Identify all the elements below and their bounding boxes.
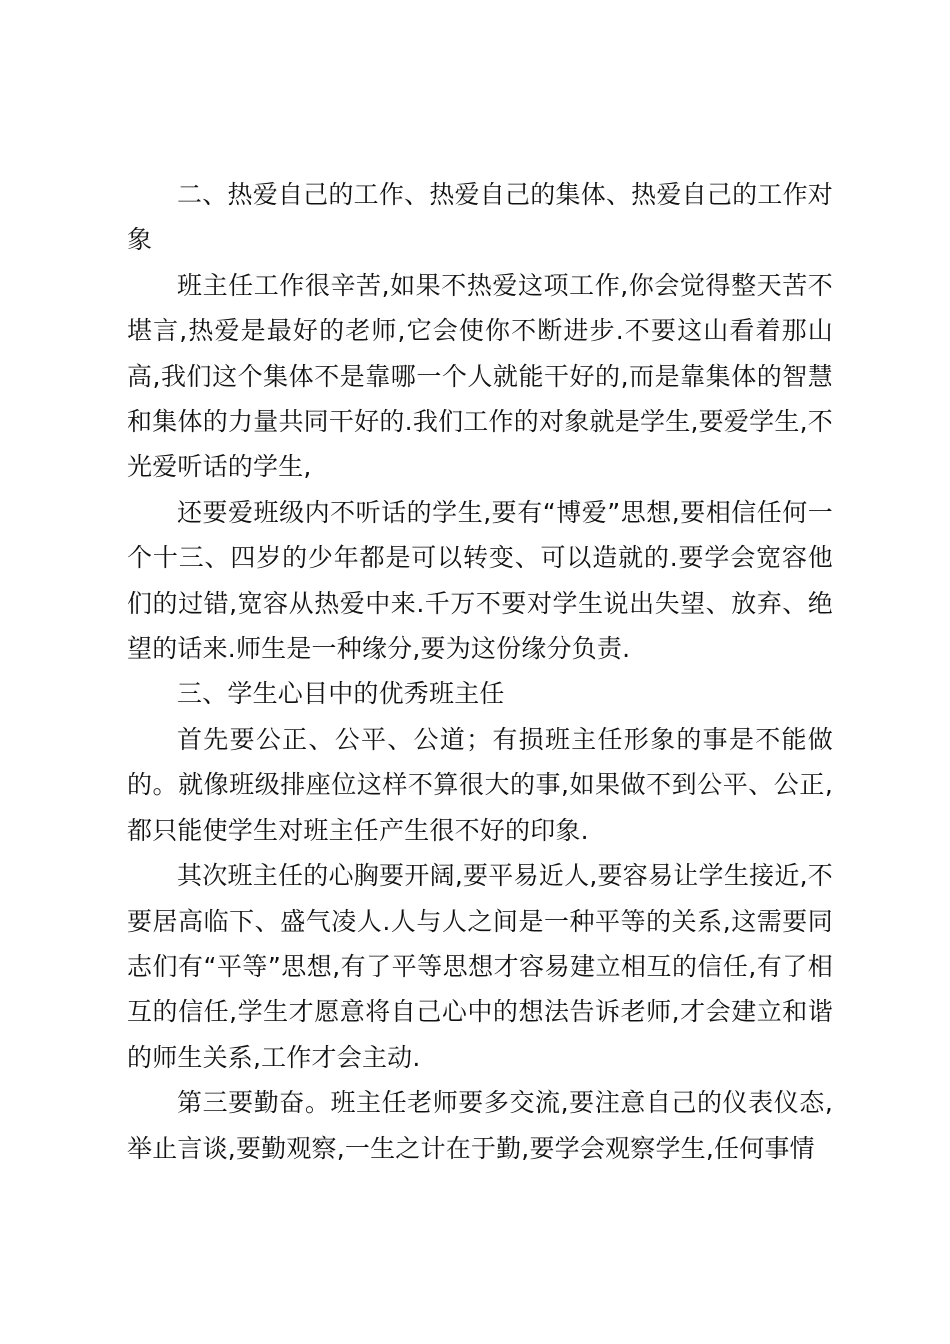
paragraph: 其次班主任的心胸要开阔,要平易近人,要容易让学生接近,不要居高临下、盛气凌人.人与人之间是一种平等的关系,这需要同志们有“平等”思想,有了平等思想才容易建立相互的信任,有了相互的信任,学生才愿意将自己心中的想法告诉老师,才会建立和谐的师生关系,工作才会主动. bbox=[127, 861, 833, 1072]
paragraph: 首先要公正、公平、公道；有损班主任形象的事是不能做的。就像班级排座位这样不算很大的事,如果做不到公平、公正,都只能使学生对班主任产生很不好的印象. bbox=[127, 724, 833, 845]
paragraph: 班主任工作很辛苦,如果不热爱这项工作,你会觉得整天苦不堪言,热爱是最好的老师,它会使你不断进步.不要这山看着那山高,我们这个集体不是靠哪一个人就能干好的,而是靠集体的智慧和集体的力量共同干好的.我们工作的对象就是学生,要爱学生,不光爱听话的学生, bbox=[127, 270, 833, 482]
paragraph: 第三要勤奋。班主任老师要多交流,要注意自己的仪表仪态,举止言谈,要勤观察,一生之计在于勤,要学会观察学生,任何事情 bbox=[127, 1088, 833, 1163]
body-text bbox=[127, 172, 833, 1171]
section-heading-3: 三、学生心目中的优秀班主任 bbox=[177, 679, 505, 709]
paragraph: 还要爱班级内不听话的学生,要有“博爱”思想,要相信任何一个十三、四岁的少年都是可以转变、可以造就的.要学会宽容他们的过错,宽容从热爱中来.千万不要对学生说出失望、放弃、绝望的话来.师生是一种缘分,要为这份缘分负责. bbox=[127, 497, 833, 664]
section-heading-2: 二、热爱自己的工作、热爱自己的集体、热爱自己的工作对象 bbox=[127, 180, 833, 255]
